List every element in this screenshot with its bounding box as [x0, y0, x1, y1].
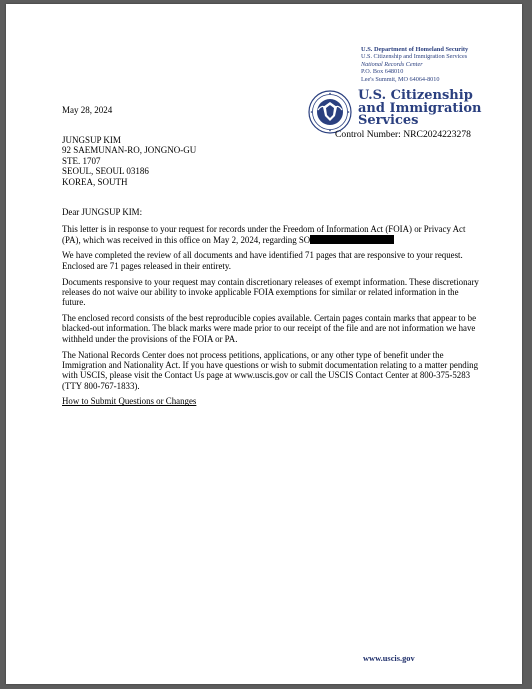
- recipient-street: 92 SAEMUNAN-RO, JONGNO-GU: [62, 145, 197, 156]
- paragraph-2: We have completed the review of all documents and have identified 71 pages that are responsive to your request. Enclosed are 71 pages released in their entirety.: [62, 250, 463, 271]
- letter-page: [6, 4, 522, 684]
- paragraph-1-text: This letter is in response to your request for records under the Freedom of Information Act (FOIA) or Privacy Act (PA), which was received in this office on May 2, 2024, regarding SO: [62, 224, 466, 245]
- paragraph-5: The National Records Center does not process petitions, applications, or any other type of benefit under the Immigration and Nationality Act. If you have questions or wish to submit documentation relating to a matter pending with USCIS, please visit the Contact Us page at www.uscis.gov or call the USCIS Contact Center at 800-375-5283 (TTY 800-767-1833).: [62, 349, 479, 391]
- salutation: Dear JUNGSUP KIM:: [62, 207, 143, 217]
- center-name: National Records Center: [361, 60, 423, 68]
- agency-header: [361, 46, 468, 83]
- letter-date: May 28, 2024: [62, 105, 113, 115]
- letter-body: [62, 207, 482, 412]
- department-name: U.S. Department of Homeland Security: [361, 46, 469, 53]
- dhs-seal-icon: [308, 90, 352, 134]
- logo-line-1: U.S. Citizenship: [358, 88, 473, 103]
- recipient-city: SEOUL, SEOUL 03186: [62, 166, 149, 177]
- recipient-unit: STE. 1707: [62, 155, 101, 166]
- footer-url[interactable]: www.uscis.gov: [363, 654, 415, 663]
- paragraph-4: The enclosed record consists of the best reproducible copies available. Certain pages contain marks that appear to be blacked-out information. The black marks were made prior to our receipt of the file and are not information we have withheld under the provisions of the FOIA or PA.: [62, 313, 477, 344]
- agency-city: Lee's Summit, MO 64064-8010: [361, 75, 440, 83]
- uscis-logo-text: [358, 90, 481, 128]
- recipient-country: KOREA, SOUTH: [62, 176, 128, 187]
- division-name: U.S. Citizenship and Immigration Services: [361, 53, 468, 61]
- submit-questions-link[interactable]: How to Submit Questions or Changes: [62, 396, 197, 407]
- control-number: Control Number: NRC2024223278: [335, 129, 471, 140]
- paragraph-1: [62, 224, 482, 245]
- logo-line-3: Services: [358, 113, 419, 128]
- po-box: P.O. Box 648010: [361, 68, 404, 76]
- logo-line-2: and Immigration: [358, 100, 482, 116]
- recipient-address: [62, 135, 196, 187]
- redaction-mark: [310, 235, 394, 244]
- paragraph-3: Documents responsive to your request may contain discretionary releases of exempt information. These discretionary releases do not waive our ability to invoke applicable FOIA exemptions for similar or related information in the future.: [62, 276, 479, 308]
- recipient-name: JUNGSUP KIM: [62, 135, 121, 145]
